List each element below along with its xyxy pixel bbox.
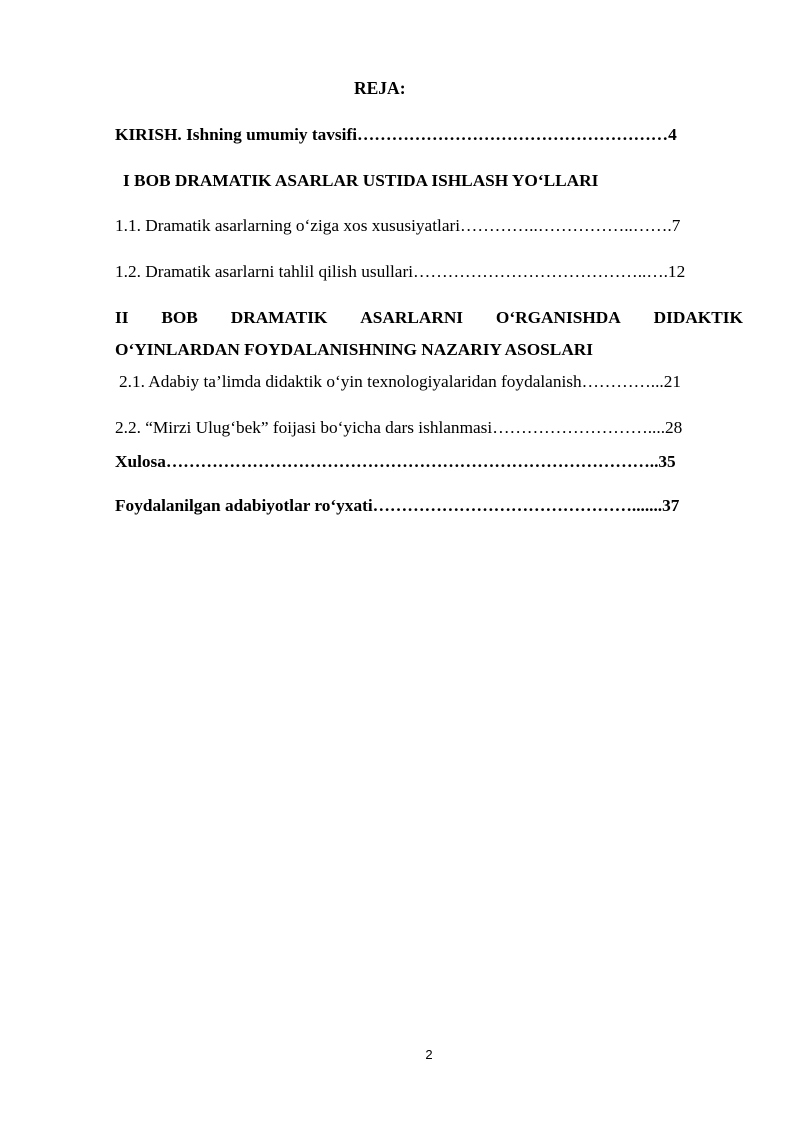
chapter-2-word: DRAMATIK (230, 308, 328, 327)
toc-entry-references: Foydalanilgan adabiyotlar ro‘yxati……………………………………….......37 (115, 496, 680, 515)
toc-chapter-2-heading-line-1 (115, 307, 743, 329)
chapter-2-word: BOB (161, 308, 198, 327)
toc-entry-conclusion: Xulosa…………………………………………………………………………..35 (115, 452, 676, 471)
toc-entry-1-1: 1.1. Dramatik asarlarning o‘ziga xos xususiyatlari…………..……………..…….7 (115, 216, 681, 235)
toc-entry-1-2: 1.2. Dramatik asarlarni tahlil qilish usullari…………………………………..….12 (115, 262, 686, 281)
toc-entry-2-2: 2.2. “Mirzi Ulug‘bek” foijasi bo‘yicha dars ishlanmasi………………………....28 (115, 418, 683, 437)
toc-chapter-1-heading: I BOB DRAMATIK ASARLAR USTIDA ISHLASH YO‘LLARI (123, 171, 599, 190)
toc-entry-intro: KIRISH. Ishning umumiy tavsifi………………………………………………4 (115, 125, 677, 144)
chapter-2-word: ASARLARNI (360, 308, 464, 327)
chapter-2-word: O‘RGANISHDA (495, 308, 621, 327)
toc-entry-2-1: 2.1. Adabiy ta’limda didaktik o‘yin texnologiyalaridan foydalanish…………...21 (119, 372, 682, 391)
page-number: 2 (425, 1047, 433, 1062)
toc-chapter-2-heading-line-2: O‘YINLARDAN FOYDALANISHNING NAZARIY ASOSLARI (115, 340, 594, 359)
chapter-2-word: DIDAKTIK (653, 308, 743, 327)
page-title: REJA: (354, 78, 406, 98)
chapter-2-word: II (115, 308, 129, 327)
